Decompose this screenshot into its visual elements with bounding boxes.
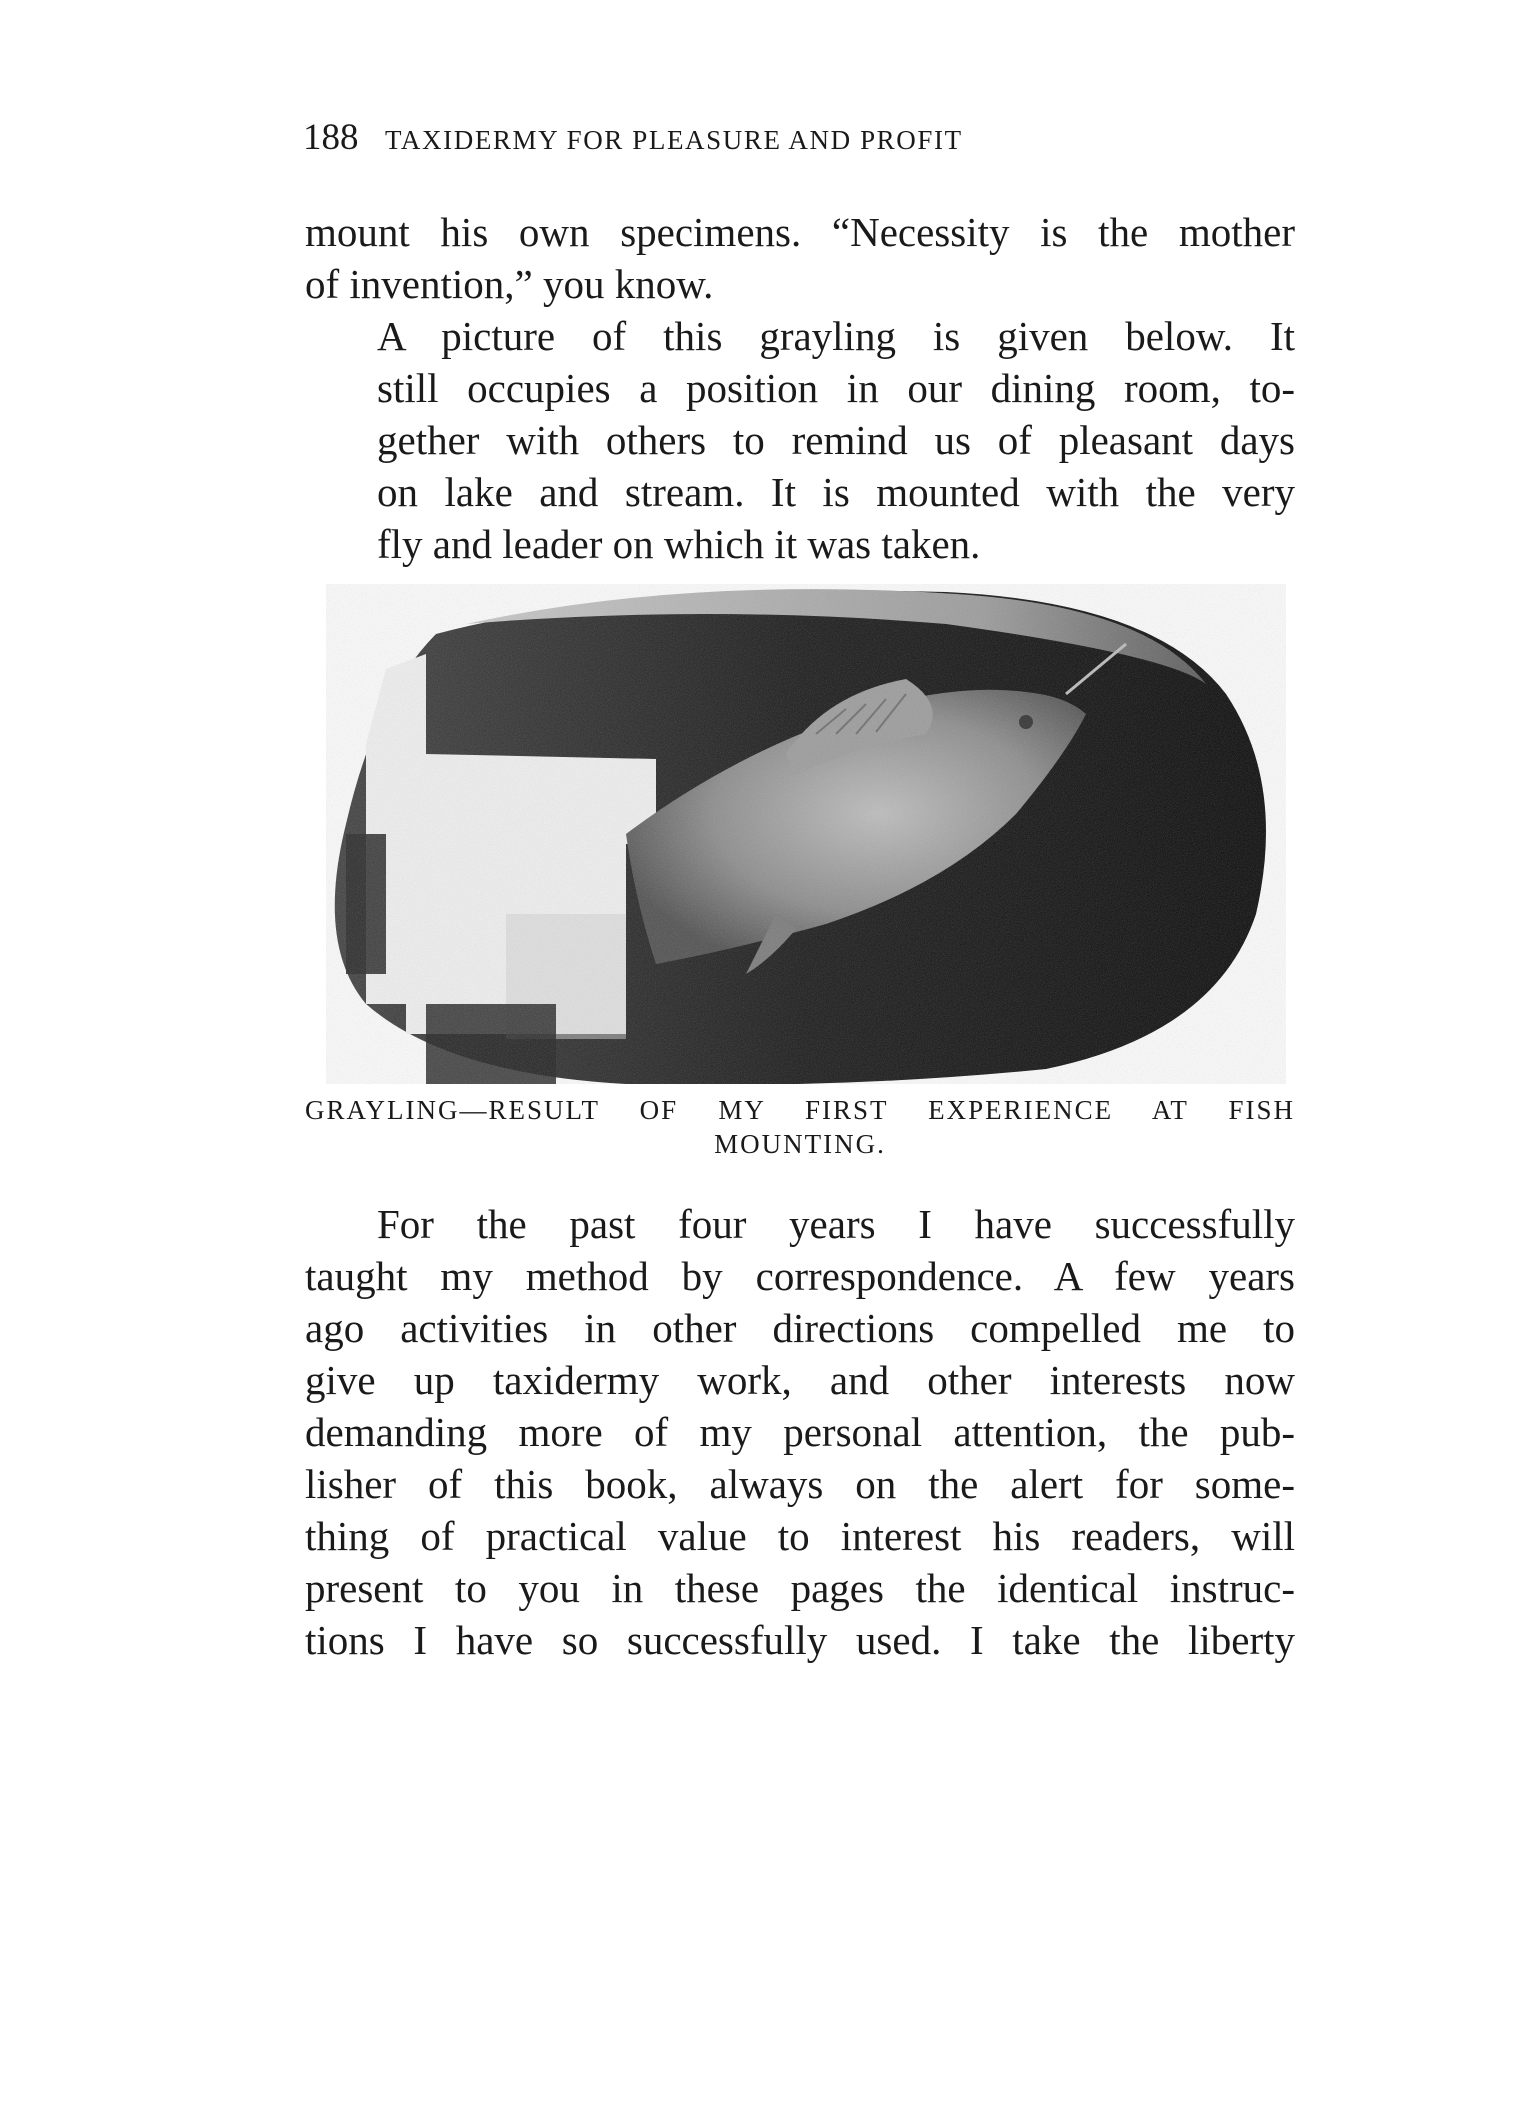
paragraph-line: on lake and stream. It is mounted with the very	[377, 469, 1295, 515]
caption-line: GRAYLING—RESULT OF MY FIRST EXPERIENCE AT FISH	[305, 1095, 1295, 1125]
paragraph-line: lisher of this book, always on the alert for some-	[305, 1461, 1295, 1507]
paragraph-line: ago activities in other directions compelled me to	[305, 1305, 1295, 1351]
paragraph-line: mount his own specimens. “Necessity is the mother	[305, 209, 1295, 255]
paragraph-2	[305, 310, 1295, 570]
grayling-photo	[326, 584, 1286, 1084]
paragraph-line: gether with others to remind us of pleasant days	[377, 417, 1295, 463]
paragraph-1	[305, 206, 1295, 310]
figure-caption	[305, 1093, 1295, 1161]
paragraph-line: thing of practical value to interest his readers, will	[305, 1513, 1295, 1559]
running-head	[303, 116, 1293, 162]
paragraph-3	[305, 1198, 1295, 1666]
text-block-bottom	[305, 1198, 1295, 1666]
paragraph-line: give up taxidermy work, and other interests now	[305, 1357, 1295, 1403]
paragraph-line: For the past four years I have successfully	[377, 1201, 1295, 1247]
fish-photo-illustration	[326, 584, 1286, 1084]
paragraph-line: still occupies a position in our dining room, to-	[377, 365, 1295, 411]
running-title: TAXIDERMY FOR PLEASURE AND PROFIT	[385, 125, 963, 155]
paragraph-line: tions I have so successfully used. I take the liberty	[305, 1617, 1295, 1663]
page-number: 188	[303, 117, 359, 158]
text-block-top	[305, 206, 1295, 570]
paragraph-line: of invention,” you know.	[305, 261, 714, 307]
paragraph-line: present to you in these pages the identical instruc-	[305, 1565, 1295, 1611]
paragraph-line: taught my method by correspondence. A few years	[305, 1253, 1295, 1299]
caption-line: MOUNTING.	[714, 1129, 886, 1159]
paragraph-line: demanding more of my personal attention, the pub-	[305, 1409, 1295, 1455]
paragraph-line: A picture of this grayling is given below. It	[377, 313, 1295, 359]
paragraph-line: fly and leader on which it was taken.	[377, 521, 981, 567]
